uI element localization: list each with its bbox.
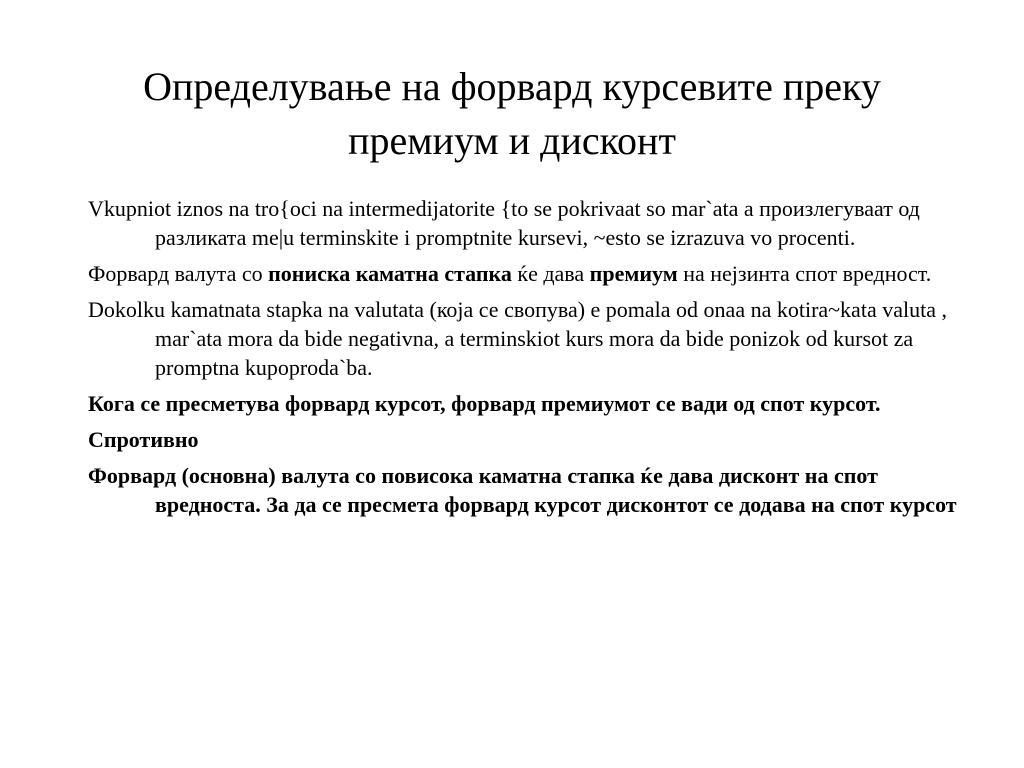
paragraph-higher-rate-discount: Форвард (основна) валута со повисока каматна стапка ќе дава дисконт на спот вредноста. За да се пресмета форвард курсот дисконтот се додава на спот курсот xyxy=(88,463,957,517)
slide-title-line-1: Определување на форвард курсевите преку xyxy=(143,64,881,109)
paragraph-lower-rate-premium xyxy=(88,259,968,288)
p2-text-1: Форвард валута со xyxy=(88,261,269,286)
p2-bold-premium: премиум xyxy=(589,261,678,286)
paragraph-negative-margin: Dokolku kamatnata stapka na valutata (која се свопува) е pomala od onaa na kotira~kata valuta , mar`ata mora da bide negativna, a terminskiot kurs mora da bide ponizok od kursot za promptna kupoproda`ba. xyxy=(88,297,947,380)
paragraph-premium-subtracted: Кога се пресметува форвард курсот, форвард премиумот се вади од спот курсот. xyxy=(88,391,881,416)
slide-body xyxy=(88,194,968,526)
paragraph-total-costs: Vkupniot iznos na tro{oci na intermedijatorite {to se pokrivaat so mar`ata a произлегуваат од разликата me|u terminskite i promptnite kursevi, ~esto se izrazuva vo procenti. xyxy=(88,196,920,250)
p2-text-2: ќе дава xyxy=(511,261,590,286)
p2-text-3: на нејзинта спот вредност. xyxy=(677,261,932,286)
paragraph-conversely: Спротивно xyxy=(88,427,199,452)
p2-bold-lower-rate: пониска каматна стапка xyxy=(268,261,512,286)
slide-title xyxy=(60,60,964,168)
slide-title-line-2: премиум и дисконт xyxy=(348,118,676,163)
